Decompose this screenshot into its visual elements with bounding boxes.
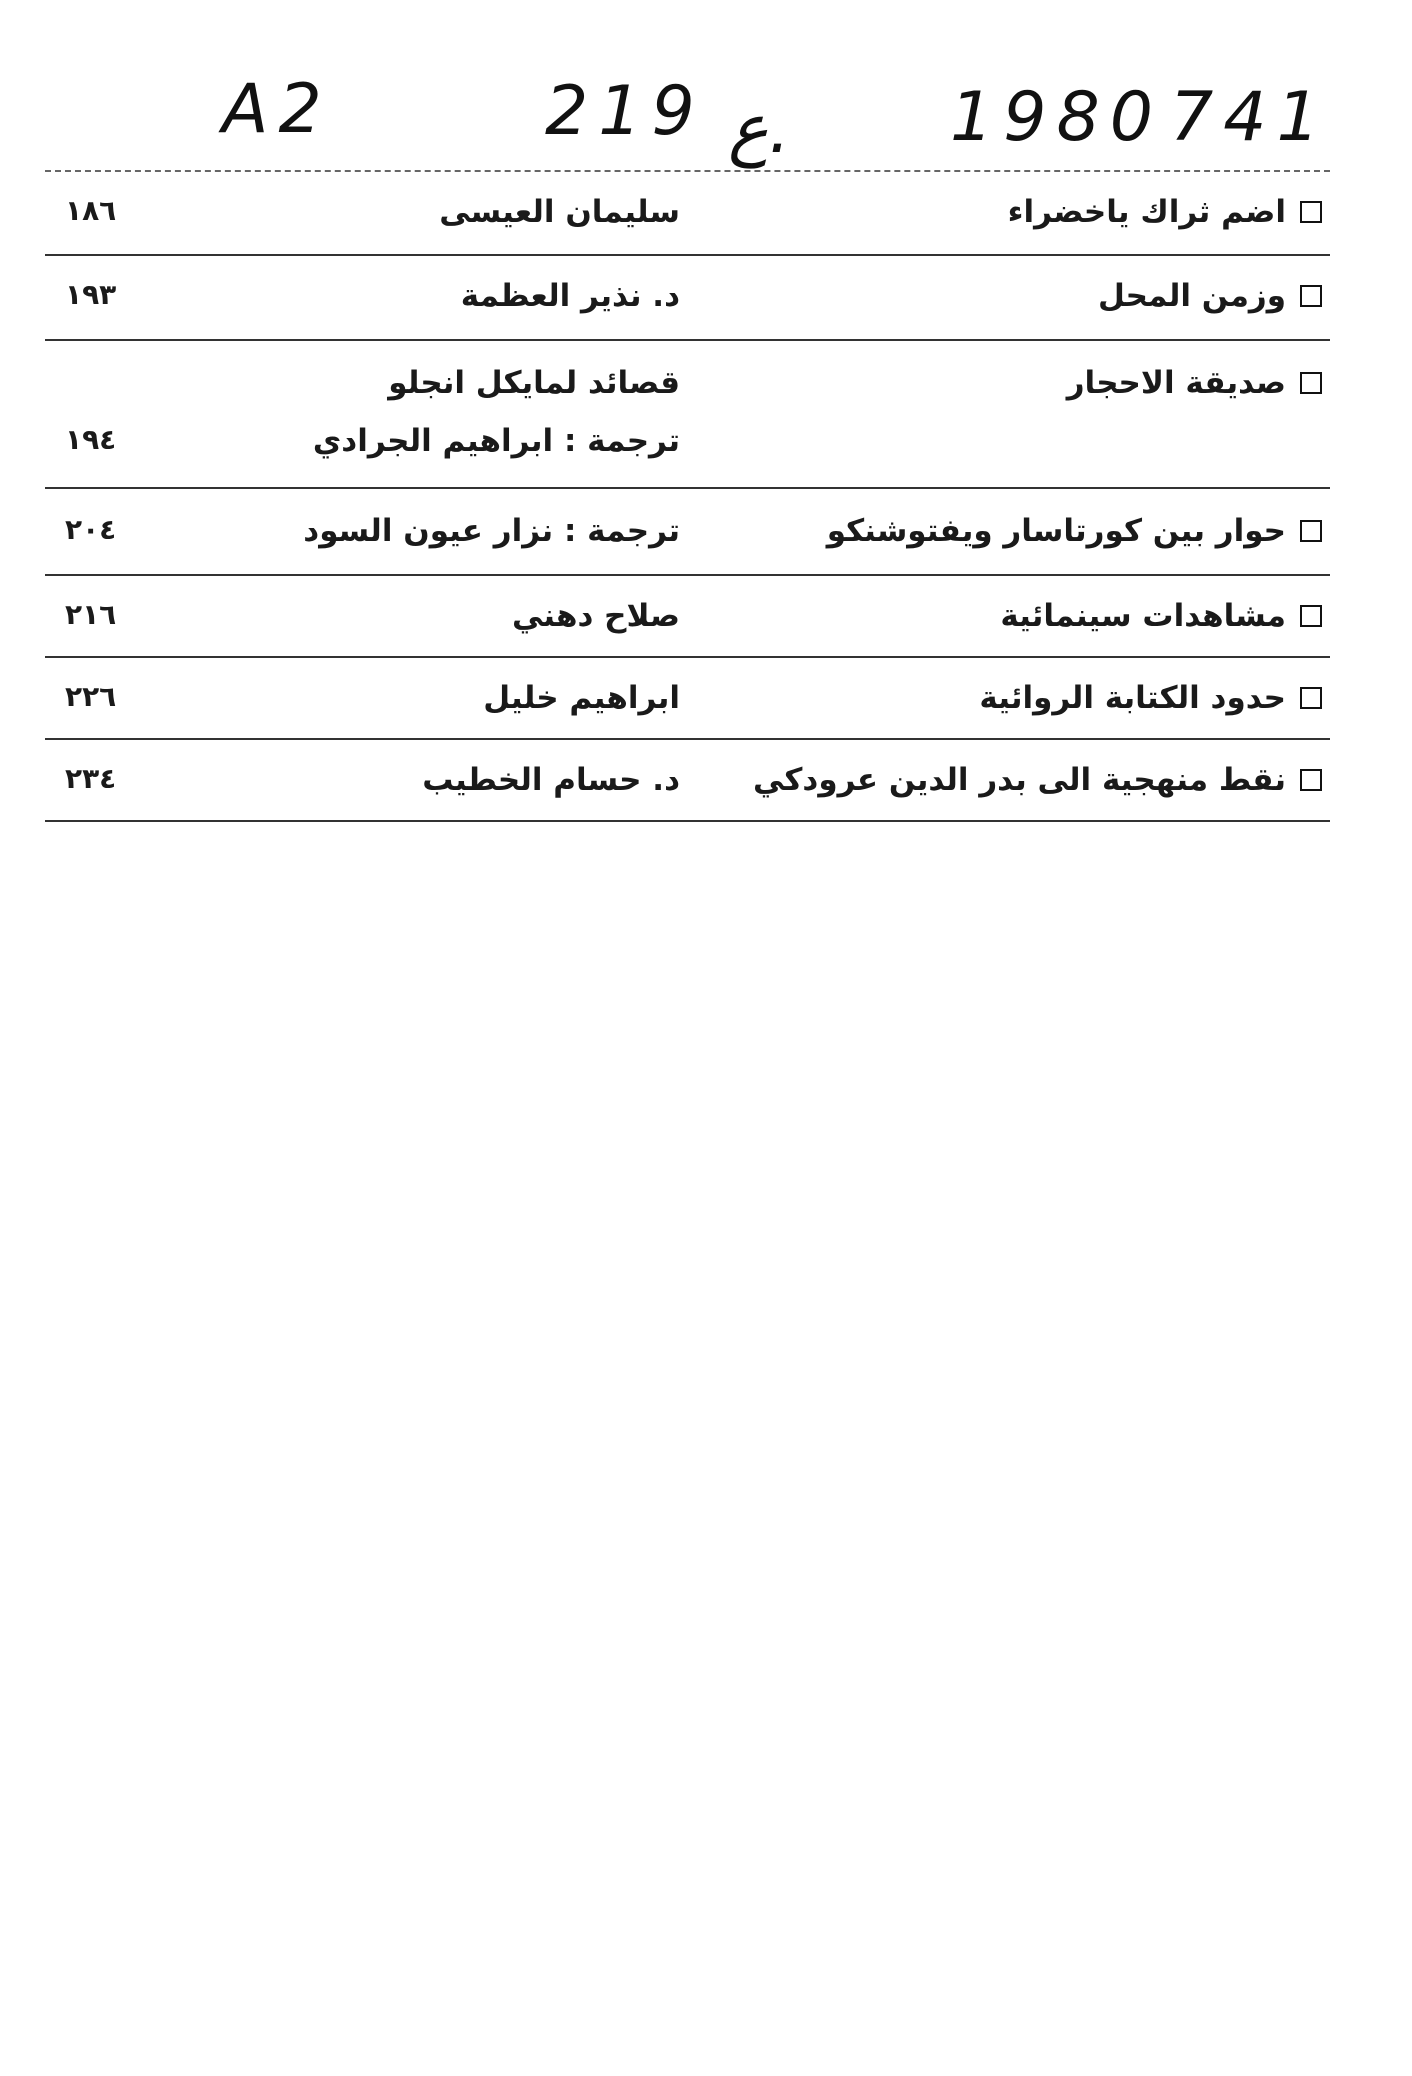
checkbox-bullet-icon xyxy=(1300,605,1322,627)
author-line: د. حسام الخطيب xyxy=(422,762,680,798)
toc-entry xyxy=(45,740,1330,822)
entry-title xyxy=(680,598,1330,634)
checkbox-bullet-icon xyxy=(1300,520,1322,542)
handwritten-code: A2 xyxy=(222,70,332,149)
entry-page-number: ١٩٣ xyxy=(65,278,117,311)
author-line: د. نذير العظمة xyxy=(460,278,680,314)
entry-author xyxy=(250,278,680,314)
author-line: ابراهيم خليل xyxy=(483,680,680,716)
entry-title-text: نقط منهجية الى بدر الدين عرودكي xyxy=(753,762,1286,798)
entry-title-text: وزمن المحل xyxy=(1097,278,1286,314)
author-line: صلاح دهني xyxy=(511,598,680,634)
checkbox-bullet-icon xyxy=(1300,687,1322,709)
entry-author xyxy=(250,762,680,798)
entry-author xyxy=(250,194,680,230)
handwritten-number: 219 xyxy=(545,72,705,151)
entry-author xyxy=(250,598,680,634)
entry-title xyxy=(680,513,1330,549)
toc-entry xyxy=(45,576,1330,658)
toc-entry xyxy=(45,256,1330,341)
checkbox-bullet-icon xyxy=(1300,769,1322,791)
table-of-contents xyxy=(45,170,1330,822)
entry-title-text: اضم ثراك ياخضراء xyxy=(1007,194,1286,230)
checkbox-bullet-icon xyxy=(1300,285,1322,307)
entry-page-number: ١٩٤ xyxy=(65,423,117,456)
entry-title xyxy=(680,762,1330,798)
toc-entry xyxy=(45,658,1330,740)
handwritten-number: 741 xyxy=(1170,78,1330,157)
author-line: قصائد لمايكل انجلو xyxy=(388,365,680,401)
checkbox-bullet-icon xyxy=(1300,372,1322,394)
toc-entry xyxy=(45,489,1330,576)
entry-page-number: ٢٣٤ xyxy=(65,762,117,795)
entry-title-text: صديقة الاحجار xyxy=(1066,365,1286,401)
entry-page-number: ٢٢٦ xyxy=(65,680,117,713)
translator-line: ترجمة : ابراهيم الجرادي xyxy=(312,423,680,459)
entry-title-text: حدود الكتابة الروائية xyxy=(979,680,1286,716)
handwritten-year: 1980 xyxy=(950,78,1164,157)
entry-page-number: ٢٠٤ xyxy=(65,513,117,546)
entry-title xyxy=(680,365,1330,401)
translator-line: ترجمة : نزار عيون السود xyxy=(303,513,680,549)
handwritten-issue-mark: ع. xyxy=(728,90,791,169)
entry-author xyxy=(250,365,680,459)
entry-title xyxy=(680,680,1330,716)
author-line: سليمان العيسى xyxy=(439,194,680,230)
handwritten-annotation xyxy=(0,70,1412,180)
toc-entry xyxy=(45,341,1330,489)
entry-title xyxy=(680,194,1330,230)
toc-entry xyxy=(45,172,1330,256)
entry-author xyxy=(250,513,680,549)
entry-title-text: مشاهدات سينمائية xyxy=(1000,598,1286,634)
entry-page-number: ١٨٦ xyxy=(65,194,117,227)
entry-title xyxy=(680,278,1330,314)
entry-title-text: حوار بين كورتاسار ويفتوشنكو xyxy=(826,513,1286,549)
entry-page-number: ٢١٦ xyxy=(65,598,117,631)
entry-author xyxy=(250,680,680,716)
checkbox-bullet-icon xyxy=(1300,201,1322,223)
